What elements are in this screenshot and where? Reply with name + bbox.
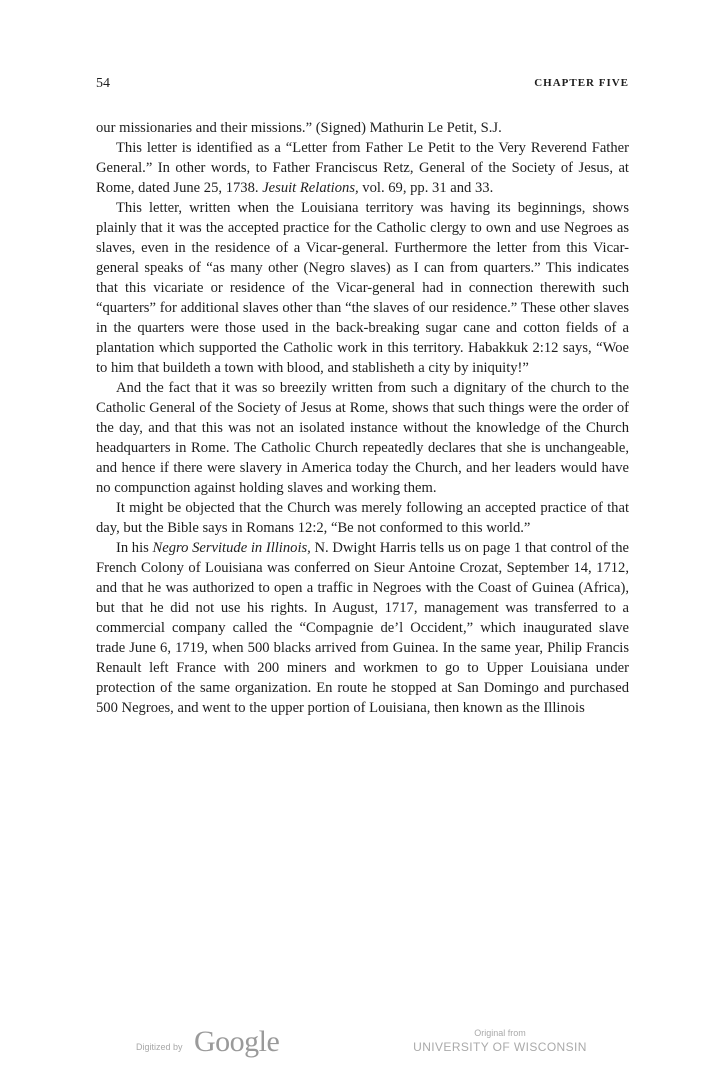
paragraph-6-text-b: N. Dwight Harris tells us on page 1 that control of the French Colony of Louisiana was conferred on Sieur Antoine Crozat, September 14, 1712, and that he was authorized to open a traffic in Negroes with the Coast of Guinea (Africa), but that he did not use his rights. In August, 1717, management was transferred to a commercial company called the “Compagnie de’l Occident,” which inaugurated slave trade June 6, 1719, when 500 blacks arrived from Guinea. In the same year, Philip Francis Renault left France with 200 miners and workmen to go to Upper Louisiana under protection of the same organization. En route he stopped at San Domingo and purchased 500 Negroes, and went to the upper portion of Louisiana, then known as the Illinois (96, 540, 630, 716)
paragraph-6-italic-title: Negro Servitude in Illinois, (152, 540, 311, 556)
paragraph-5: It might be objected that the Church was merely following an accepted practice of that day, but the Bible says in Romans 12:2, “Be not conformed to this world.” (96, 500, 629, 536)
source-label: Original from (474, 1028, 526, 1038)
body-text (96, 118, 629, 718)
paragraph-2 (96, 138, 629, 198)
chapter-title: CHAPTER FIVE (534, 77, 629, 89)
paragraph-2-italic-title: Jesuit Relations, (262, 180, 359, 196)
paragraph-6 (96, 538, 629, 718)
page-number: 54 (96, 76, 110, 91)
source-attribution (412, 1028, 588, 1055)
digitized-label: Digitized by (136, 1042, 183, 1052)
paragraph-1: our missionaries and their missions.” (Signed) Mathurin Le Petit, S.J. (96, 120, 502, 136)
paragraph-2-text-a: This letter is identified as a “Letter from Father Le Petit to the Very Reverend Father General.” In other words, to Father Franciscus Retz, General of the Society of Jesus, at Rome, dated June 25, 1738. (96, 140, 629, 196)
paragraph-2-text-b: vol. 69, pp. 31 and 33. (358, 180, 494, 196)
paragraph-6-text-a: In his (116, 540, 153, 556)
source-name: UNIVERSITY OF WISCONSIN (413, 1040, 587, 1054)
paragraph-4: And the fact that it was so breezily written from such a dignitary of the church to the Catholic General of the Society of Jesus at Rome, shows that such things were the order of the day, and that this was not an isolated instance without the knowledge of the Church headquarters in Rome. The Catholic Church repeatedly declares that she is unchangeable, and hence if there were slavery in America today the Church, and her leaders would have no compunction against holding slaves and working them. (96, 380, 629, 496)
paragraph-3: This letter, written when the Louisiana territory was having its beginnings, shows plainly that it was the accepted practice for the Catholic clergy to own and use Negroes as slaves, even in the residence of a Vicar-general. Furthermore the letter from this Vicar-general speaks of “as many other (Negro slaves) as I can from quarters.” This indicates that this vicariate or residence of the Vicar-general had in connection therewith such “quarters” for additional slaves other than “the slaves of our residence.” These other slaves in the quarters were those used in the back-breaking sugar cane and cotton fields of a plantation which supported the Catholic work in this territory. Habakkuk 2:12 says, “Woe to him that buildeth a town with blood, and stablisheth a city by iniquity!” (96, 200, 629, 376)
google-logo: Google (194, 1025, 280, 1058)
page-footer (0, 1020, 711, 1068)
page-header (96, 76, 629, 96)
